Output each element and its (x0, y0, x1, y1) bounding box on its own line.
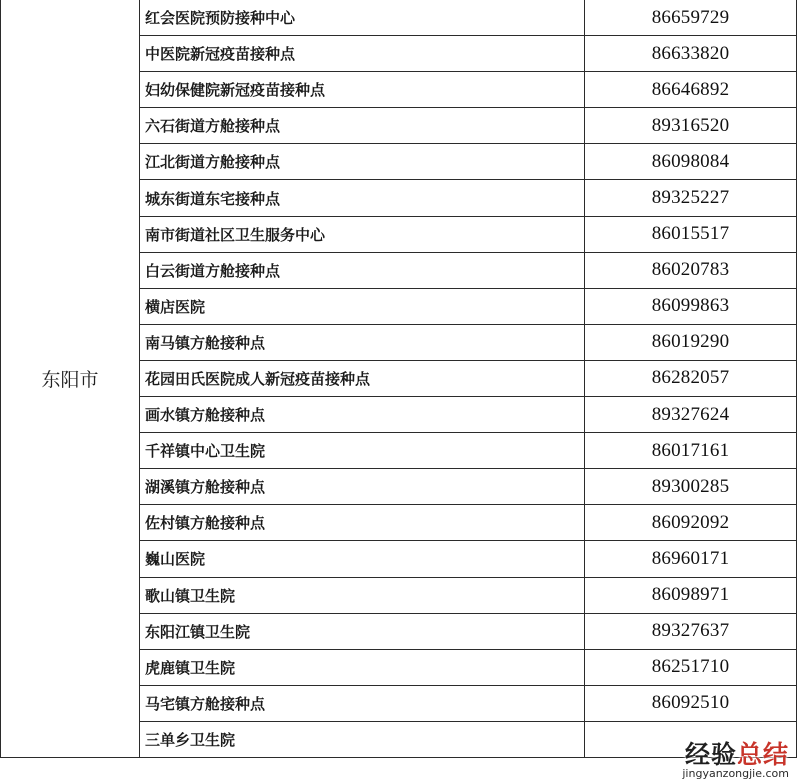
watermark (682, 742, 789, 779)
site-name-cell: 南马镇方舱接种点 (140, 324, 585, 360)
watermark-logo-text (682, 742, 789, 767)
phone-cell: 86646892 (585, 72, 797, 108)
table-row (1, 0, 797, 36)
site-name-cell: 巍山医院 (140, 541, 585, 577)
site-name-cell: 马宅镇方舱接种点 (140, 685, 585, 721)
region-cell: 东阳市 (1, 0, 140, 757)
site-name-cell: 城东街道东宅接种点 (140, 180, 585, 216)
phone-cell: 89325227 (585, 180, 797, 216)
phone-cell: 86092092 (585, 505, 797, 541)
phone-cell: 86960171 (585, 541, 797, 577)
watermark-text-accent: 总结 (736, 740, 789, 769)
site-name-cell: 江北街道方舱接种点 (140, 144, 585, 180)
site-name-cell: 画水镇方舱接种点 (140, 397, 585, 433)
phone-cell: 86098971 (585, 577, 797, 613)
phone-cell: 89316520 (585, 108, 797, 144)
watermark-text-main: 经验 (684, 740, 737, 769)
phone-cell: 86020783 (585, 252, 797, 288)
phone-cell: 86099863 (585, 288, 797, 324)
site-name-cell: 白云街道方舱接种点 (140, 252, 585, 288)
site-name-cell: 东阳江镇卫生院 (140, 613, 585, 649)
watermark-url: jingyanzongjie.com (682, 767, 789, 780)
table-body (1, 0, 797, 757)
site-name-cell: 虎鹿镇卫生院 (140, 649, 585, 685)
phone-cell: 86019290 (585, 324, 797, 360)
site-name-cell: 妇幼保健院新冠疫苗接种点 (140, 72, 585, 108)
site-name-cell: 横店医院 (140, 288, 585, 324)
phone-cell: 86251710 (585, 649, 797, 685)
site-name-cell: 红会医院预防接种中心 (140, 0, 585, 36)
phone-cell: 89300285 (585, 469, 797, 505)
site-name-cell: 花园田氏医院成人新冠疫苗接种点 (140, 360, 585, 396)
site-name-cell: 三单乡卫生院 (140, 721, 585, 757)
phone-cell: 89327637 (585, 613, 797, 649)
site-name-cell: 佐村镇方舱接种点 (140, 505, 585, 541)
site-name-cell: 歌山镇卫生院 (140, 577, 585, 613)
phone-cell: 86633820 (585, 36, 797, 72)
site-name-cell: 南市街道社区卫生服务中心 (140, 216, 585, 252)
site-name-cell: 六石街道方舱接种点 (140, 108, 585, 144)
site-name-cell: 千祥镇中心卫生院 (140, 433, 585, 469)
phone-cell: 89327624 (585, 397, 797, 433)
phone-cell: 86015517 (585, 216, 797, 252)
site-name-cell: 中医院新冠疫苗接种点 (140, 36, 585, 72)
phone-cell: 86092510 (585, 685, 797, 721)
phone-cell: 86098084 (585, 144, 797, 180)
phone-cell: 86017161 (585, 433, 797, 469)
phone-cell: 86282057 (585, 360, 797, 396)
site-name-cell: 湖溪镇方舱接种点 (140, 469, 585, 505)
phone-cell: 86659729 (585, 0, 797, 36)
